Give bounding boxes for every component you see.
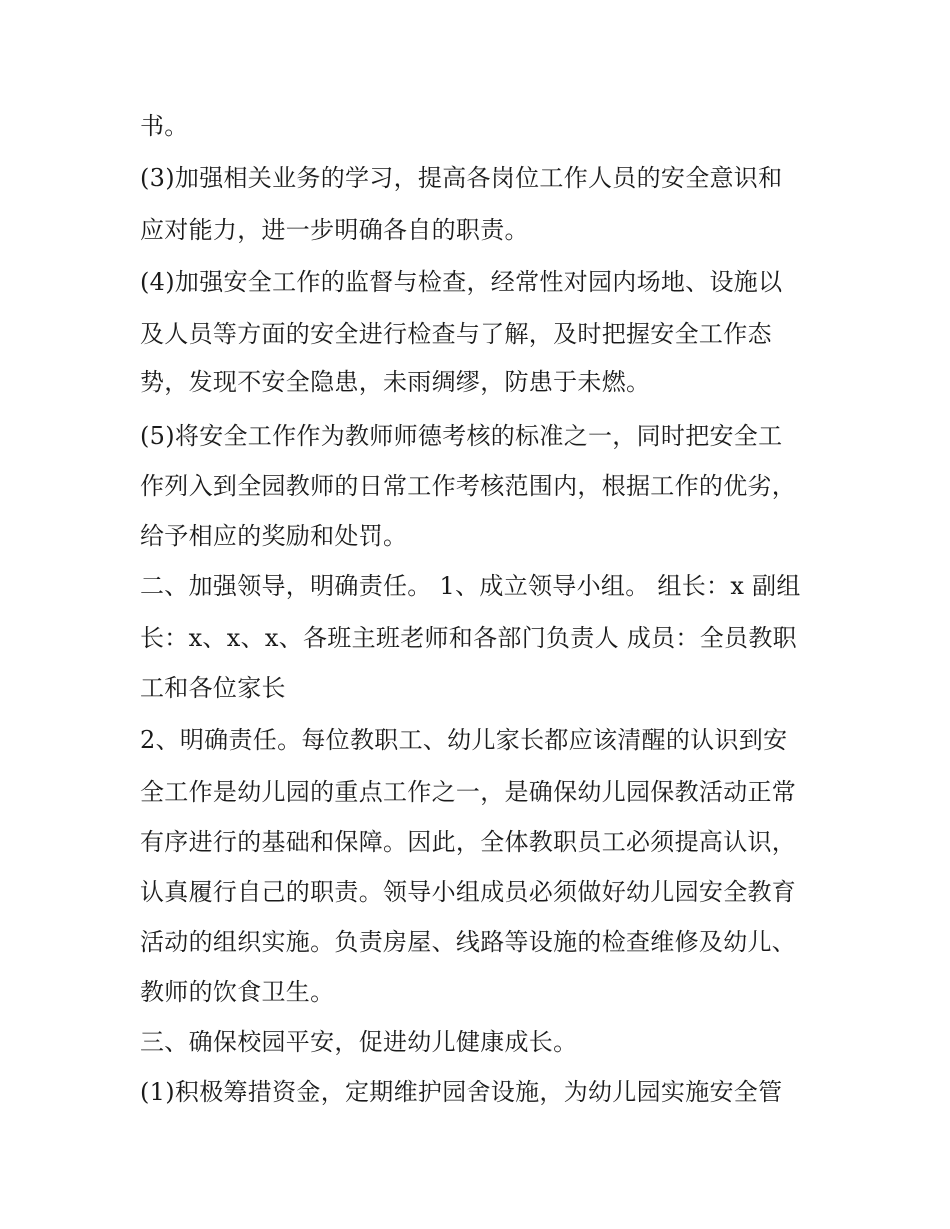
- text-line: (3)加强相关业务的学习，提高各岗位工作人员的安全意识和: [140, 164, 783, 192]
- text-line: 认真履行自己的职责。领导小组成员必须做好幼儿园安全教育: [140, 878, 797, 906]
- text-line: 应对能力，进一步明确各自的职责。: [140, 216, 529, 244]
- text-line: 及人员等方面的安全进行检查与了解，及时把握安全工作态: [140, 320, 772, 348]
- text-line: 作列入到全园教师的日常工作考核范围内，根据工作的优劣，: [140, 472, 797, 500]
- text-line: 活动的组织实施。负责房屋、线路等设施的检查维修及幼儿、: [140, 928, 797, 956]
- text-line: 教师的饮食卫生。: [140, 978, 335, 1006]
- text-line: 有序进行的基础和保障。因此，全体教职员工必须提高认识，: [140, 828, 797, 856]
- text-line: 势，发现不安全隐患，未雨绸缪，防患于未燃。: [140, 368, 651, 396]
- text-line: 三、确保校园平安，促进幼儿健康成长。: [140, 1028, 578, 1056]
- text-line: 书。: [140, 112, 189, 140]
- text-line: 工和各位家长: [140, 674, 286, 702]
- text-line: (5)将安全工作作为教师师德考核的标准之一，同时把安全工: [140, 422, 783, 450]
- text-line: (4)加强安全工作的监督与检查，经常性对园内场地、设施以: [140, 268, 783, 296]
- text-line: 长：x、x、x、各班主班老师和各部门负责人 成员：全员教职: [140, 624, 797, 652]
- text-line: 二、加强领导，明确责任。 1、成立领导小组。 组长：x 副组: [140, 572, 801, 600]
- text-line: 给予相应的奖励和处罚。: [140, 522, 408, 550]
- text-line: (1)积极筹措资金，定期维护园舍设施，为幼儿园实施安全管: [140, 1078, 783, 1106]
- text-line: 全工作是幼儿园的重点工作之一，是确保幼儿园保教活动正常: [140, 778, 797, 806]
- text-line: 2、明确责任。每位教职工、幼儿家长都应该清醒的认识到安: [140, 726, 788, 754]
